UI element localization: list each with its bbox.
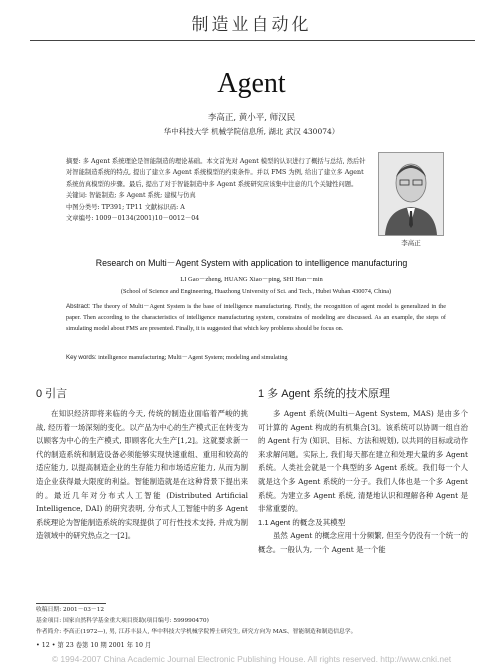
header-rule xyxy=(30,40,475,41)
abstract-cn-body: 摘要: 多 Agent 系统理论是智能制造的理论基础。本文首先对 Agent 模型的认识进行了概括与总结, 然后针对智能制造系统的特点, 提出了建立多 Agent 系统模型的约束条件。并以 FMS 为例, 给出了建立多 Agent 系统仿真模型的步骤。最后, 提出了对于智能制造中多 Agent 系统研究应该集中注意的几个关键性问题。 xyxy=(66,158,366,188)
paper-title: Agent xyxy=(217,68,286,99)
author-photo xyxy=(378,152,444,236)
photo-caption: 李高正 xyxy=(401,239,421,247)
abstract-cn xyxy=(66,156,366,224)
section-0-heading: 0 引言 xyxy=(36,388,68,400)
fund-info: 基金项目: 国家自然科学基金重大项目资助(项目编号: 599990470) xyxy=(36,618,209,624)
english-authors: LI Gao－zheng, HUANG Xiao－ping, SHI Han－min xyxy=(180,276,323,283)
keywords-label: Key words: xyxy=(66,354,97,361)
keywords-cn: 关键词: 智能制造; 多 Agent 系统; 建模与仿真 xyxy=(66,192,196,200)
english-affiliation: (School of Science and Engineering, Huazhong University of Sci. and Tech., Hubei Wuhan 430074, China) xyxy=(120,288,392,295)
section-1-1-text: 虽然 Agent 的概念应用十分频繁, 但至今仍没有一个统一的概念。一般认为, 一个 Agent 是一个能 xyxy=(258,531,468,554)
authors: 李高正, 黄小平, 师汉民 xyxy=(207,113,296,123)
keywords-text: intelligence manufacturing; Multi－Agent System; modeling and simulating xyxy=(98,354,288,361)
received-date: 收稿日期: 2001－03－12 xyxy=(36,607,105,613)
author-bio: 作者简介: 李高正(1972—), 男, 江苏丰县人, 华中科技大学机械学院博士研究生, 研究方向为 MAS、智能制造和制造信息学。 xyxy=(36,629,357,635)
article-no: 文章编号: 1009－0134(2001)10－0012－04 xyxy=(66,215,200,223)
right-column xyxy=(258,385,468,557)
abstract-text: The theory of Multi－Agent System is the base of intelligence manufacturing. Firstly, the recognition of agent model is generalized in the paper. Then according to the characteristics of intelligence manufacturing system, constrains of modeling are discussed. As an example, the steps of simulating model about FMS are presented. Finally, it is suggested that which key problems should be focus on. xyxy=(66,303,447,332)
footnote-rule xyxy=(36,603,106,604)
journal-name: 制造业自动化 xyxy=(191,15,312,35)
english-title: Research on Multi－Agent System with application to intelligence manufacturing xyxy=(95,258,408,268)
section-0-text: 在知识经济即将来临的今天, 传统的制造业面临着严峻的挑战, 经历着一场深刻的变化。以产品为中心的生产模式正在转变为以顾客为中心的生产模式, 即顾客化大生产[1,2]。这就要求新一代的制造系统和制造设备必须能够实现快速重组、重用和较高的适应能力, 以提高制造企业的生存能力和市场适应能力, 从而为制造企业获得最大限度的利益。智能制造就是在这种背景下提出来的。最近几年对分布式人工智能 (Distributed Artificial Intelligence, DAI) 的研究表明, 分布式人工智能中的多 Agent 系统理论为智能制造系统的实现提供了可行性技术支持, 并成为制造领域中的研究热点之一[2]。 xyxy=(36,409,248,541)
footnotes xyxy=(36,605,476,638)
copyright-watermark: © 1994-2007 China Academic Journal Electronic Publishing House. All rights reserved. http://www.cnki.net xyxy=(51,654,452,664)
section-1-1-heading: 1.1 Agent 的概念及其模型 xyxy=(258,517,346,527)
left-column xyxy=(36,385,248,543)
affiliation: 华中科技大学 机械学院信息所, 湖北 武汉 430074） xyxy=(163,127,340,136)
classification-no: 中图分类号: TP391; TP11 文献标识码: A xyxy=(66,203,185,211)
page-info: • 12 • 第 23 卷第 10 期 2001 年 10 月 xyxy=(36,642,152,649)
english-abstract xyxy=(66,302,446,334)
section-1-heading: 1 多 Agent 系统的技术原理 xyxy=(258,388,391,400)
section-1-text: 多 Agent 系统(Multi－Agent System, MAS) 是由多个可计算的 Agent 构成的有机集合[3]。该系统可以协调一组自治的 Agent 行为 (知识、目标、方法和规划), 以共同的目标或动作来求解问题。实际上, 我们每天都在建立和处理大量的多 Agent 系统。人类社会就是一个典型的多 Agent 系统。我们每一个人就是这个多 Agent 系统的一分子。我们人体也是一个多 Agent 系统。为建立多 Agent 系统, 清楚地认识和理解各种 Agent 是非常重要的。 xyxy=(258,409,468,514)
english-keywords xyxy=(66,352,446,361)
abstract-label: Abstract: xyxy=(66,303,91,310)
